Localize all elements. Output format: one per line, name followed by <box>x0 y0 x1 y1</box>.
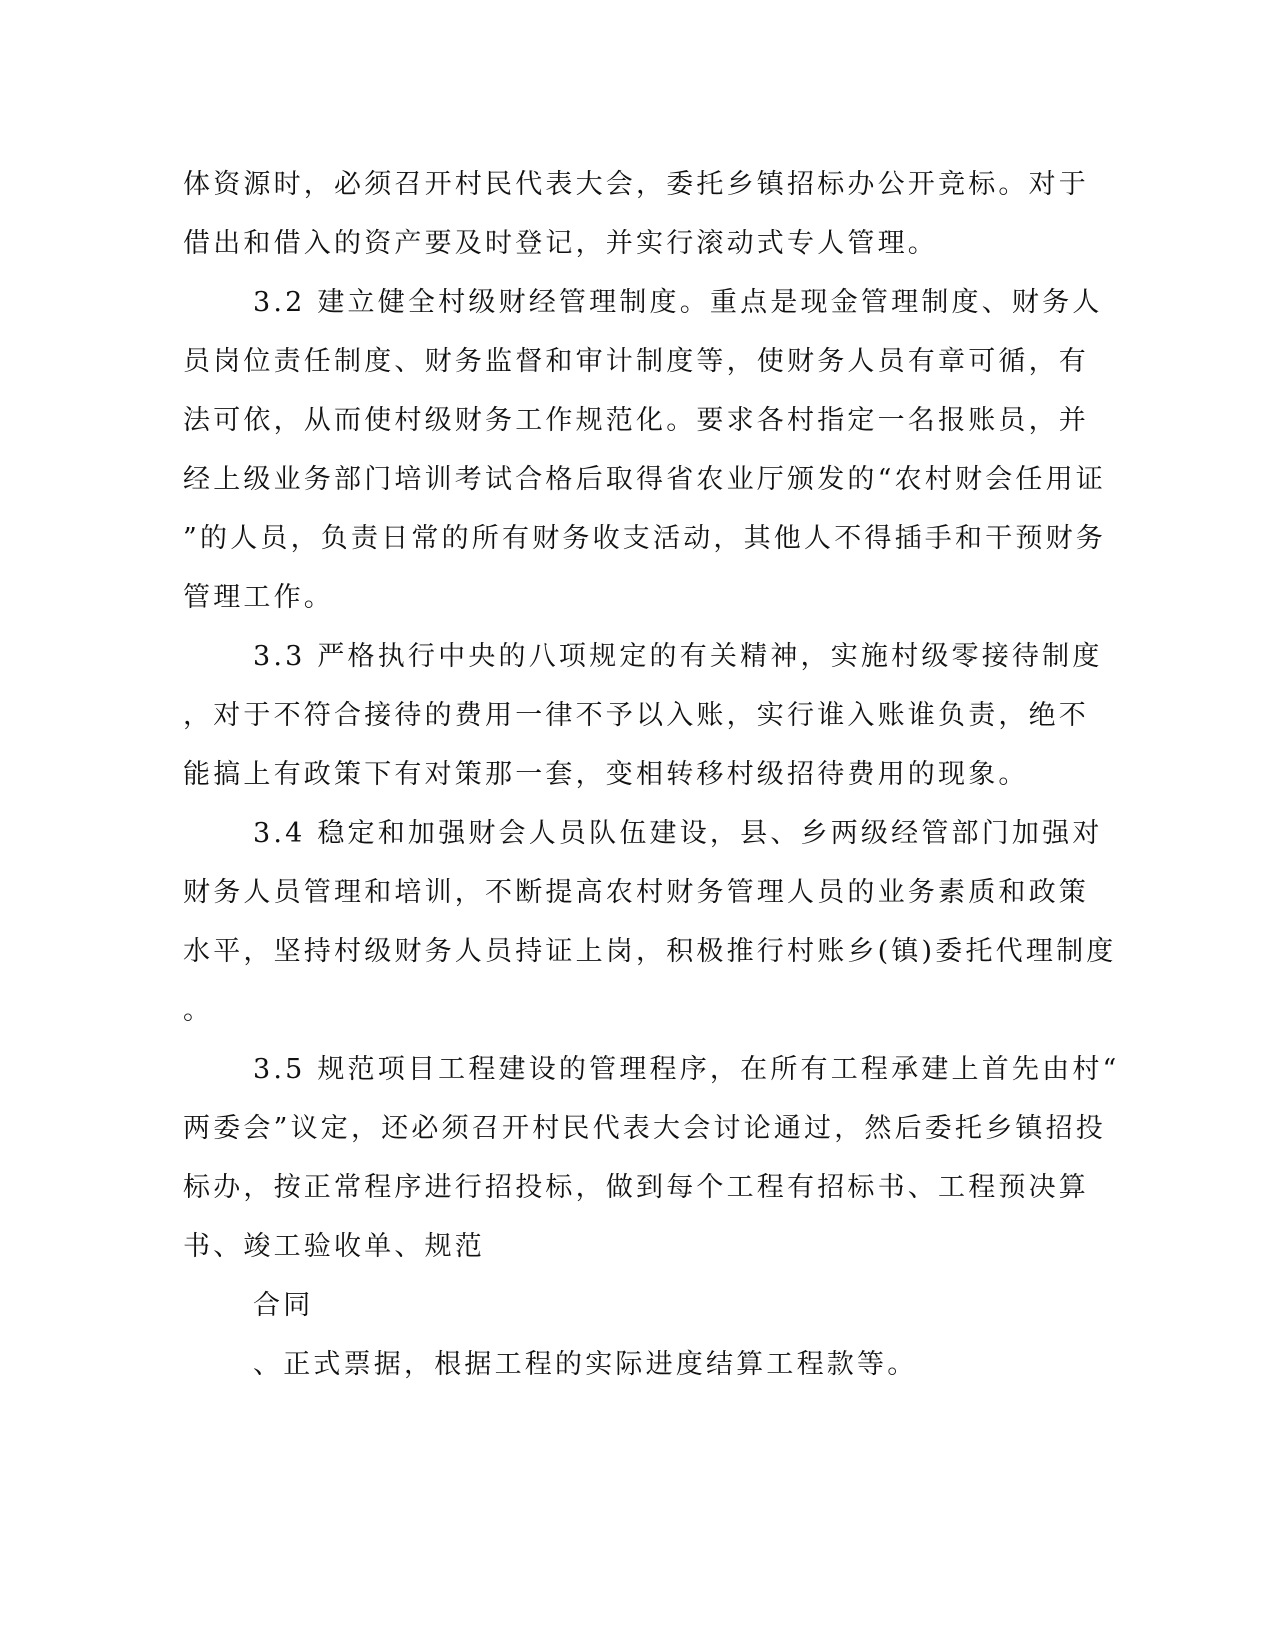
section-3-2-heading-line: 3.2 建立健全村级财经管理制度。重点是现金管理制度、财务人 <box>253 287 1103 318</box>
text-line: 员岗位责任制度、财务监督和审计制度等，使财务人员有章可循，有 <box>183 346 1089 377</box>
text-line: 能搞上有政策下有对策那一套，变相转移村级招待费用的现象。 <box>183 759 1029 790</box>
text-line: 书、竣工验收单、规范 <box>183 1231 485 1262</box>
text-line: ”的人员，负责日常的所有财务收支活动，其他人不得插手和干预财务 <box>183 523 1107 554</box>
text-line: 借出和借入的资产要及时登记，并实行滚动式专人管理。 <box>183 228 938 259</box>
text-line: 合同 <box>253 1290 314 1321</box>
text-line: 法可依，从而使村级财务工作规范化。要求各村指定一名报账员，并 <box>183 405 1089 436</box>
text-line: 经上级业务部门培训考试合格后取得省农业厅颁发的“农村财会任用证 <box>183 464 1107 495</box>
section-3-5-heading-line: 3.5 规范项目工程建设的管理程序，在所有工程承建上首先由村“ <box>253 1054 1120 1085</box>
section-3-3-heading-line: 3.3 严格执行中央的八项规定的有关精神，实施村级零接待制度 <box>253 641 1103 672</box>
text-line: ，对于不符合接待的费用一律不予以入账，实行谁入账谁负责，绝不 <box>183 700 1089 731</box>
document-body <box>183 155 1120 1394</box>
section-3-4-heading-line: 3.4 稳定和加强财会人员队伍建设，县、乡两级经管部门加强对 <box>253 818 1103 849</box>
text-line: 体资源时，必须召开村民代表大会，委托乡镇招标办公开竞标。对于 <box>183 169 1089 200</box>
text-line: 标办，按正常程序进行招投标，做到每个工程有招标书、工程预决算 <box>183 1172 1089 1203</box>
text-line: 水平，坚持村级财务人员持证上岗，积极推行村账乡(镇)委托代理制度 <box>183 936 1117 967</box>
text-line: 、正式票据，根据工程的实际进度结算工程款等。 <box>253 1349 918 1380</box>
text-line: 财务人员管理和培训，不断提高农村财务管理人员的业务素质和政策 <box>183 877 1089 908</box>
text-line: 。 <box>183 995 214 1026</box>
text-line: 管理工作。 <box>183 582 334 613</box>
text-line: 两委会”议定，还必须召开村民代表大会讨论通过，然后委托乡镇招投 <box>183 1113 1107 1144</box>
